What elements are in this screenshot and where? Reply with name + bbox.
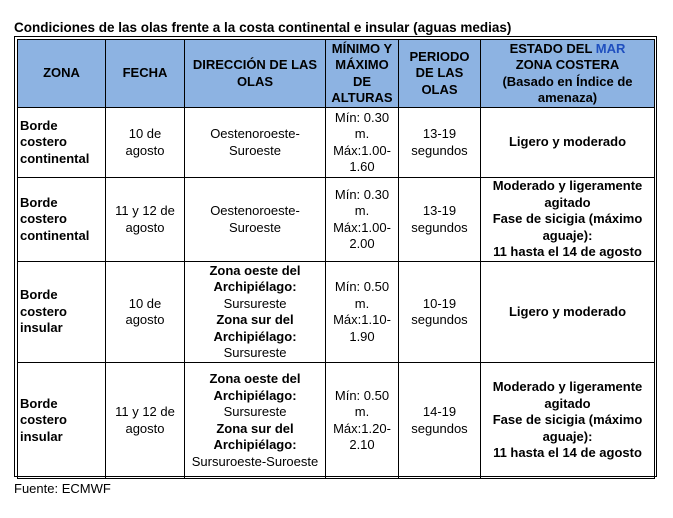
- cell-periodo: 13-19 segundos: [399, 178, 481, 262]
- header-zona: ZONA: [18, 40, 106, 108]
- cell-periodo: 14-19 segundos: [399, 363, 481, 479]
- table-row: [18, 178, 655, 262]
- header-estado-post: ZONA COSTERA: [515, 57, 620, 72]
- wave-conditions-table-frame: [14, 36, 657, 477]
- table-row: [18, 363, 655, 479]
- direccion-zone-value: Sursureste: [223, 345, 287, 360]
- cell-estado: [481, 363, 655, 479]
- cell-zona: Borde costero continental: [18, 108, 106, 178]
- estado-line: 11 hasta el 14 de agosto: [493, 244, 642, 260]
- header-estado-sub: (Basado en Índice de amenaza): [502, 73, 633, 105]
- cell-periodo: 10-19 segundos: [399, 262, 481, 363]
- direccion-zone-label: Zona sur del Archipiélago:: [213, 312, 297, 344]
- estado-line: Fase de sicigia (máximo aguaje):: [492, 211, 643, 243]
- estado-line: Moderado y ligeramente agitado: [492, 178, 643, 210]
- header-alturas: MÍNIMO Y MÁXIMO DE ALTURAS: [326, 40, 399, 108]
- cell-fecha: 11 y 12 de agosto: [106, 363, 185, 479]
- header-periodo: PERIODO DE LAS OLAS: [399, 40, 481, 108]
- header-estado-pre: ESTADO DEL: [509, 40, 596, 56]
- table-header-row: [18, 40, 655, 108]
- table-row: [18, 108, 655, 178]
- direccion-zone-value: Sursureste: [223, 295, 287, 311]
- cell-direccion: [185, 363, 326, 479]
- direccion-zone-label: Zona sur del Archipiélago:: [213, 420, 297, 452]
- source-note: Fuente: ECMWF: [14, 481, 111, 496]
- direccion-zone-label: Zona oeste del Archipiélago:: [209, 371, 301, 403]
- cell-zona: Borde costero insular: [18, 363, 106, 479]
- cell-fecha: 10 de agosto: [106, 108, 185, 178]
- cell-zona: Borde costero insular: [18, 262, 106, 363]
- table-title: Condiciones de las olas frente a la costa continental e insular (aguas medias): [14, 20, 512, 35]
- cell-estado: Ligero y moderado: [481, 262, 655, 363]
- cell-direccion: Oestenoroeste-Suroeste: [185, 108, 326, 178]
- header-direccion: DIRECCIÓN DE LAS OLAS: [185, 40, 326, 108]
- cell-fecha: 11 y 12 de agosto: [106, 178, 185, 262]
- direccion-zone-value: Sursuroeste-Suroeste: [191, 453, 319, 469]
- table-row: [18, 262, 655, 363]
- cell-alturas: Mín: 0.30 m. Máx:1.00-2.00: [326, 178, 399, 262]
- cell-alturas: Mín: 0.50 m. Máx:1.20-2.10: [326, 363, 399, 479]
- wave-conditions-table: [17, 39, 655, 479]
- estado-line: 11 hasta el 14 de agosto: [493, 445, 642, 461]
- estado-line: Moderado y ligeramente agitado: [492, 379, 643, 411]
- cell-alturas: Mín: 0.30 m. Máx:1.00-1.60: [326, 108, 399, 178]
- cell-direccion: Oestenoroeste-Suroeste: [185, 178, 326, 262]
- cell-fecha: 10 de agosto: [106, 262, 185, 363]
- estado-line: Fase de sicigia (máximo aguaje):: [492, 412, 643, 444]
- cell-periodo: 13-19 segundos: [399, 108, 481, 178]
- header-fecha: FECHA: [106, 40, 185, 108]
- direccion-zone-label: Zona oeste del Archipiélago:: [209, 262, 301, 294]
- header-estado-mar: MAR: [595, 40, 626, 56]
- cell-estado: [481, 178, 655, 262]
- cell-direccion: [185, 262, 326, 363]
- direccion-zone-value: Sursureste: [223, 404, 287, 419]
- cell-alturas: Mín: 0.50 m. Máx:1.10-1.90: [326, 262, 399, 363]
- cell-estado: Ligero y moderado: [481, 108, 655, 178]
- header-estado: [481, 40, 655, 108]
- cell-zona: Borde costero continental: [18, 178, 106, 262]
